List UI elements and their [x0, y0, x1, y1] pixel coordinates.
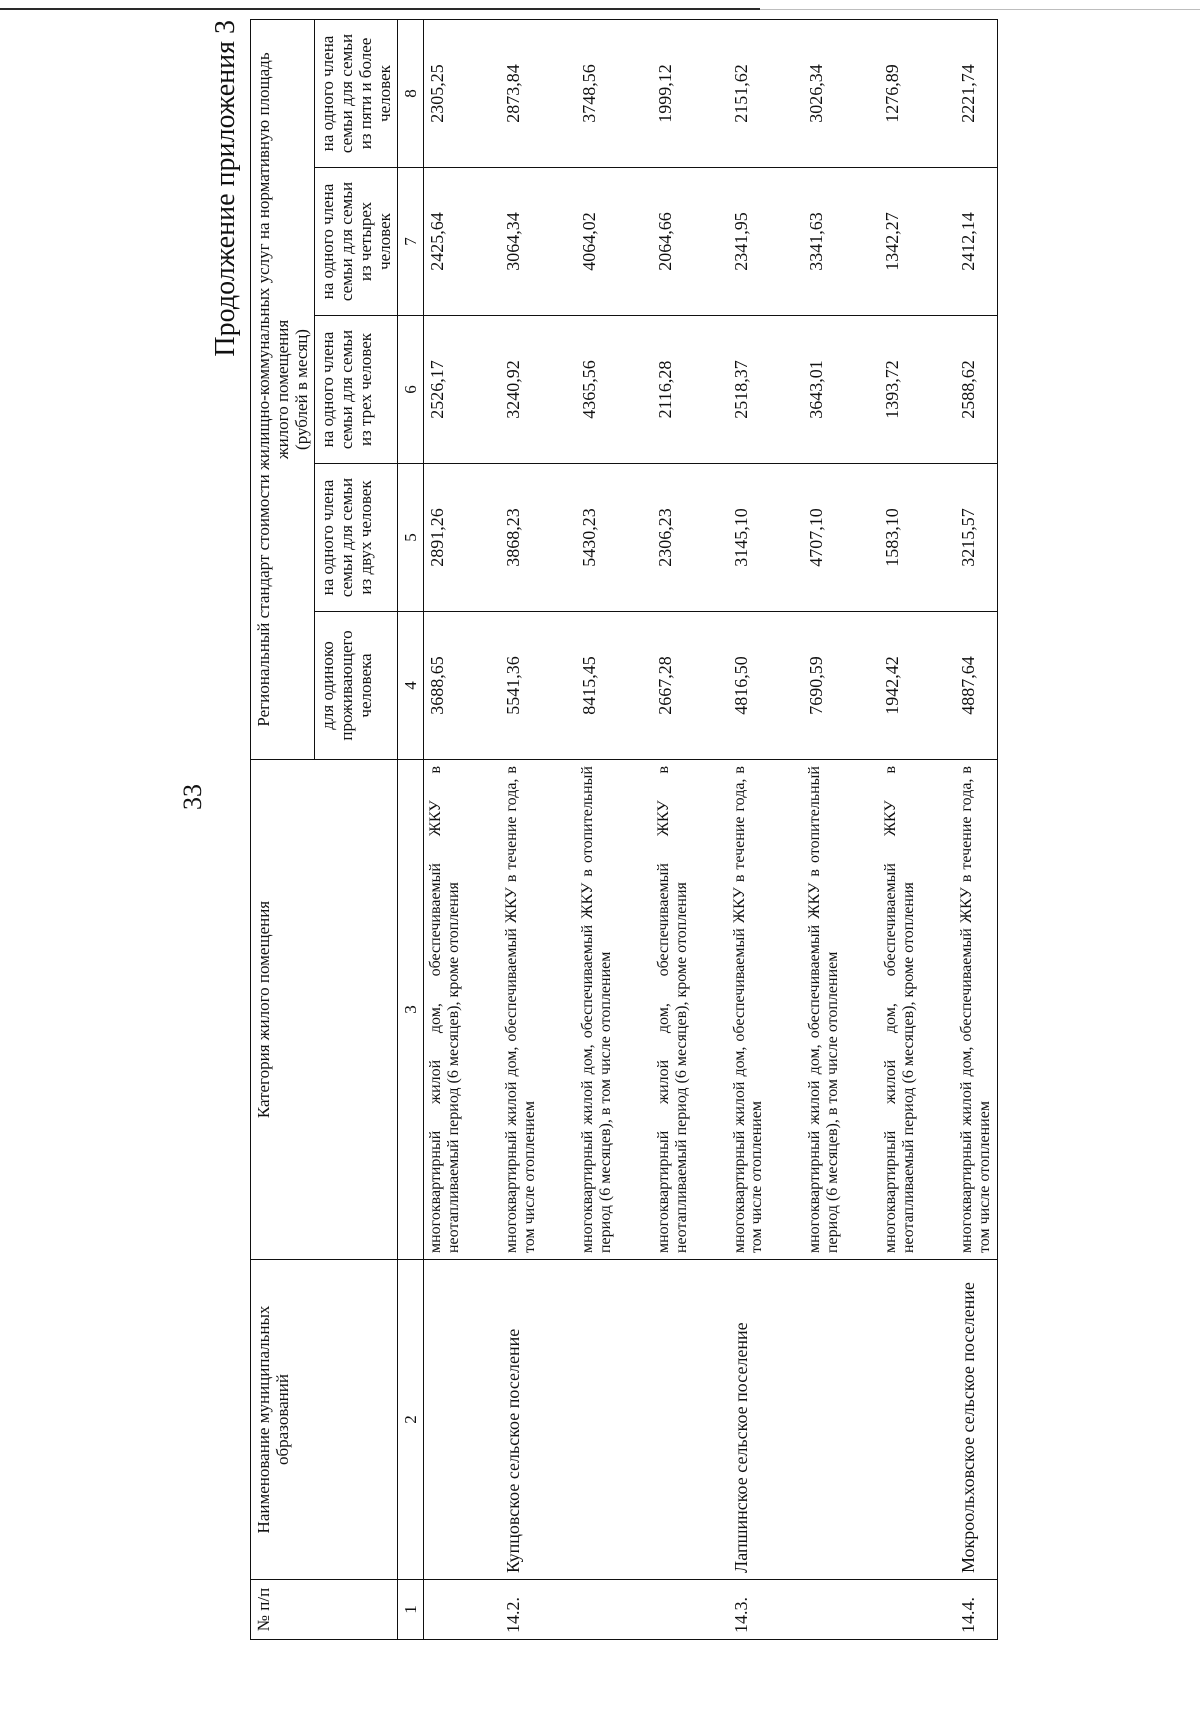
- row-municipality: [879, 1260, 921, 1580]
- column-index: 8: [398, 19, 424, 167]
- value-three: 3643,01: [803, 316, 845, 464]
- table-row: [879, 19, 921, 1639]
- row-municipality: Купцовское сельское поселение: [500, 1260, 542, 1580]
- value-two: 2306,23: [652, 464, 694, 612]
- table-row: [728, 19, 770, 1639]
- scan-edge-line-faint: [760, 9, 1200, 10]
- table-row: [652, 19, 694, 1639]
- value-single: 4887,64: [955, 612, 997, 760]
- value-two: 1583,10: [879, 464, 921, 612]
- value-five-plus: 2221,74: [955, 19, 997, 167]
- row-category: многоквартирный жилой дом, обеспечиваемый ЖКУ в течение года, в том числе отоплением: [955, 760, 997, 1260]
- value-four: 2425,64: [424, 168, 466, 316]
- value-four: 3064,34: [500, 168, 542, 316]
- value-two: 3868,23: [500, 464, 542, 612]
- row-municipality: Лапшинское сельское поселение: [728, 1260, 770, 1580]
- table-row: [500, 19, 542, 1639]
- value-three: 2116,28: [652, 316, 694, 464]
- header-category: Категория жилого помещения: [251, 760, 398, 1260]
- value-single: 2667,28: [652, 612, 694, 760]
- value-two: 4707,10: [803, 464, 845, 612]
- row-municipality: [576, 1260, 618, 1580]
- housing-cost-table: [250, 19, 998, 1640]
- scan-edge-line: [0, 8, 760, 10]
- value-four: 1342,27: [879, 168, 921, 316]
- value-five-plus: 3748,56: [576, 19, 618, 167]
- header-municipality: Наименование муниципальных образований: [251, 1260, 398, 1580]
- value-five-plus: 1999,12: [652, 19, 694, 167]
- value-five-plus: 2151,62: [728, 19, 770, 167]
- value-five-plus: 2873,84: [500, 19, 542, 167]
- value-three: 1393,72: [879, 316, 921, 464]
- row-category: многоквартирный жилой дом, обеспечиваемый ЖКУ в неотапливаемый период (6 месяцев), кроме отопления: [424, 760, 466, 1260]
- row-category: многоквартирный жилой дом, обеспечиваемый ЖКУ в течение года, в том числе отоплением: [728, 760, 770, 1260]
- row-category: многоквартирный жилой дом, обеспечиваемый ЖКУ в течение года, в том числе отоплением: [500, 760, 542, 1260]
- value-three: 2526,17: [424, 316, 466, 464]
- row-code: [424, 1580, 466, 1640]
- row-code: [652, 1580, 694, 1640]
- value-single: 3688,65: [424, 612, 466, 760]
- column-index: 7: [398, 168, 424, 316]
- header-two-person: на одного члена семьи для семьи из двух человек: [315, 464, 398, 612]
- value-four: 2064,66: [652, 168, 694, 316]
- header-four-person: на одного члена семьи для семьи из четырех человек: [315, 168, 398, 316]
- value-two: 3215,57: [955, 464, 997, 612]
- row-municipality: [803, 1260, 845, 1580]
- header-single-person: для одиноко проживающего человека: [315, 612, 398, 760]
- value-two: 5430,23: [576, 464, 618, 612]
- row-code: [576, 1580, 618, 1640]
- column-index: 2: [398, 1260, 424, 1580]
- continuation-title: Продолжение приложения 3: [210, 20, 241, 357]
- row-category: многоквартирный жилой дом, обеспечиваемый ЖКУ в отопительный период (6 месяцев), в том числе отоплением: [803, 760, 845, 1260]
- table-row: [576, 19, 618, 1639]
- column-index: 1: [398, 1580, 424, 1640]
- row-category: многоквартирный жилой дом, обеспечиваемый ЖКУ в неотапливаемый период (6 месяцев), кроме отопления: [652, 760, 694, 1260]
- value-single: 5541,36: [500, 612, 542, 760]
- header-regional-standard-title: Региональный стандарт стоимости жилищно-коммунальных услуг на нормативную площадь жилого помещения: [254, 52, 293, 727]
- row-code: [879, 1580, 921, 1640]
- value-four: 4064,02: [576, 168, 618, 316]
- value-four: 2341,95: [728, 168, 770, 316]
- value-four: 3341,63: [803, 168, 845, 316]
- row-category: многоквартирный жилой дом, обеспечиваемый ЖКУ в отопительный период (6 месяцев), в том числе отоплением: [576, 760, 618, 1260]
- value-three: 2588,62: [955, 316, 997, 464]
- row-code: 14.4.: [955, 1580, 997, 1640]
- value-three: 4365,56: [576, 316, 618, 464]
- table-row: [955, 19, 997, 1639]
- value-single: 4816,50: [728, 612, 770, 760]
- table-row: [424, 19, 466, 1639]
- value-three: 3240,92: [500, 316, 542, 464]
- rotated-page: [150, 20, 1200, 1640]
- value-five-plus: 1276,89: [879, 19, 921, 167]
- row-code: [803, 1580, 845, 1640]
- value-three: 2518,37: [728, 316, 770, 464]
- header-regional-standard: [251, 19, 315, 759]
- column-index: 4: [398, 612, 424, 760]
- row-municipality: [652, 1260, 694, 1580]
- header-five-plus-person: на одного члена семьи для семьи из пяти и более человек: [315, 19, 398, 167]
- header-regional-standard-unit: (рублей в месяц): [292, 329, 312, 450]
- value-five-plus: 2305,25: [424, 19, 466, 167]
- column-index: 5: [398, 464, 424, 612]
- row-category: многоквартирный жилой дом, обеспечиваемый ЖКУ в неотапливаемый период (6 месяцев), кроме отопления: [879, 760, 921, 1260]
- value-single: 7690,59: [803, 612, 845, 760]
- page-number: 33: [178, 784, 207, 810]
- value-two: 2891,26: [424, 464, 466, 612]
- row-municipality: [424, 1260, 466, 1580]
- value-two: 3145,10: [728, 464, 770, 612]
- value-single: 1942,42: [879, 612, 921, 760]
- value-four: 2412,14: [955, 168, 997, 316]
- column-index: 6: [398, 316, 424, 464]
- row-code: 14.2.: [500, 1580, 542, 1640]
- row-municipality: Мокроольховское сельское поселение: [955, 1260, 997, 1580]
- row-code: 14.3.: [728, 1580, 770, 1640]
- value-single: 8415,45: [576, 612, 618, 760]
- value-five-plus: 3026,34: [803, 19, 845, 167]
- header-three-person: на одного члена семьи для семьи из трех человек: [315, 316, 398, 464]
- column-index: 3: [398, 760, 424, 1260]
- table-row: [803, 19, 845, 1639]
- header-number: № п/п: [251, 1580, 398, 1640]
